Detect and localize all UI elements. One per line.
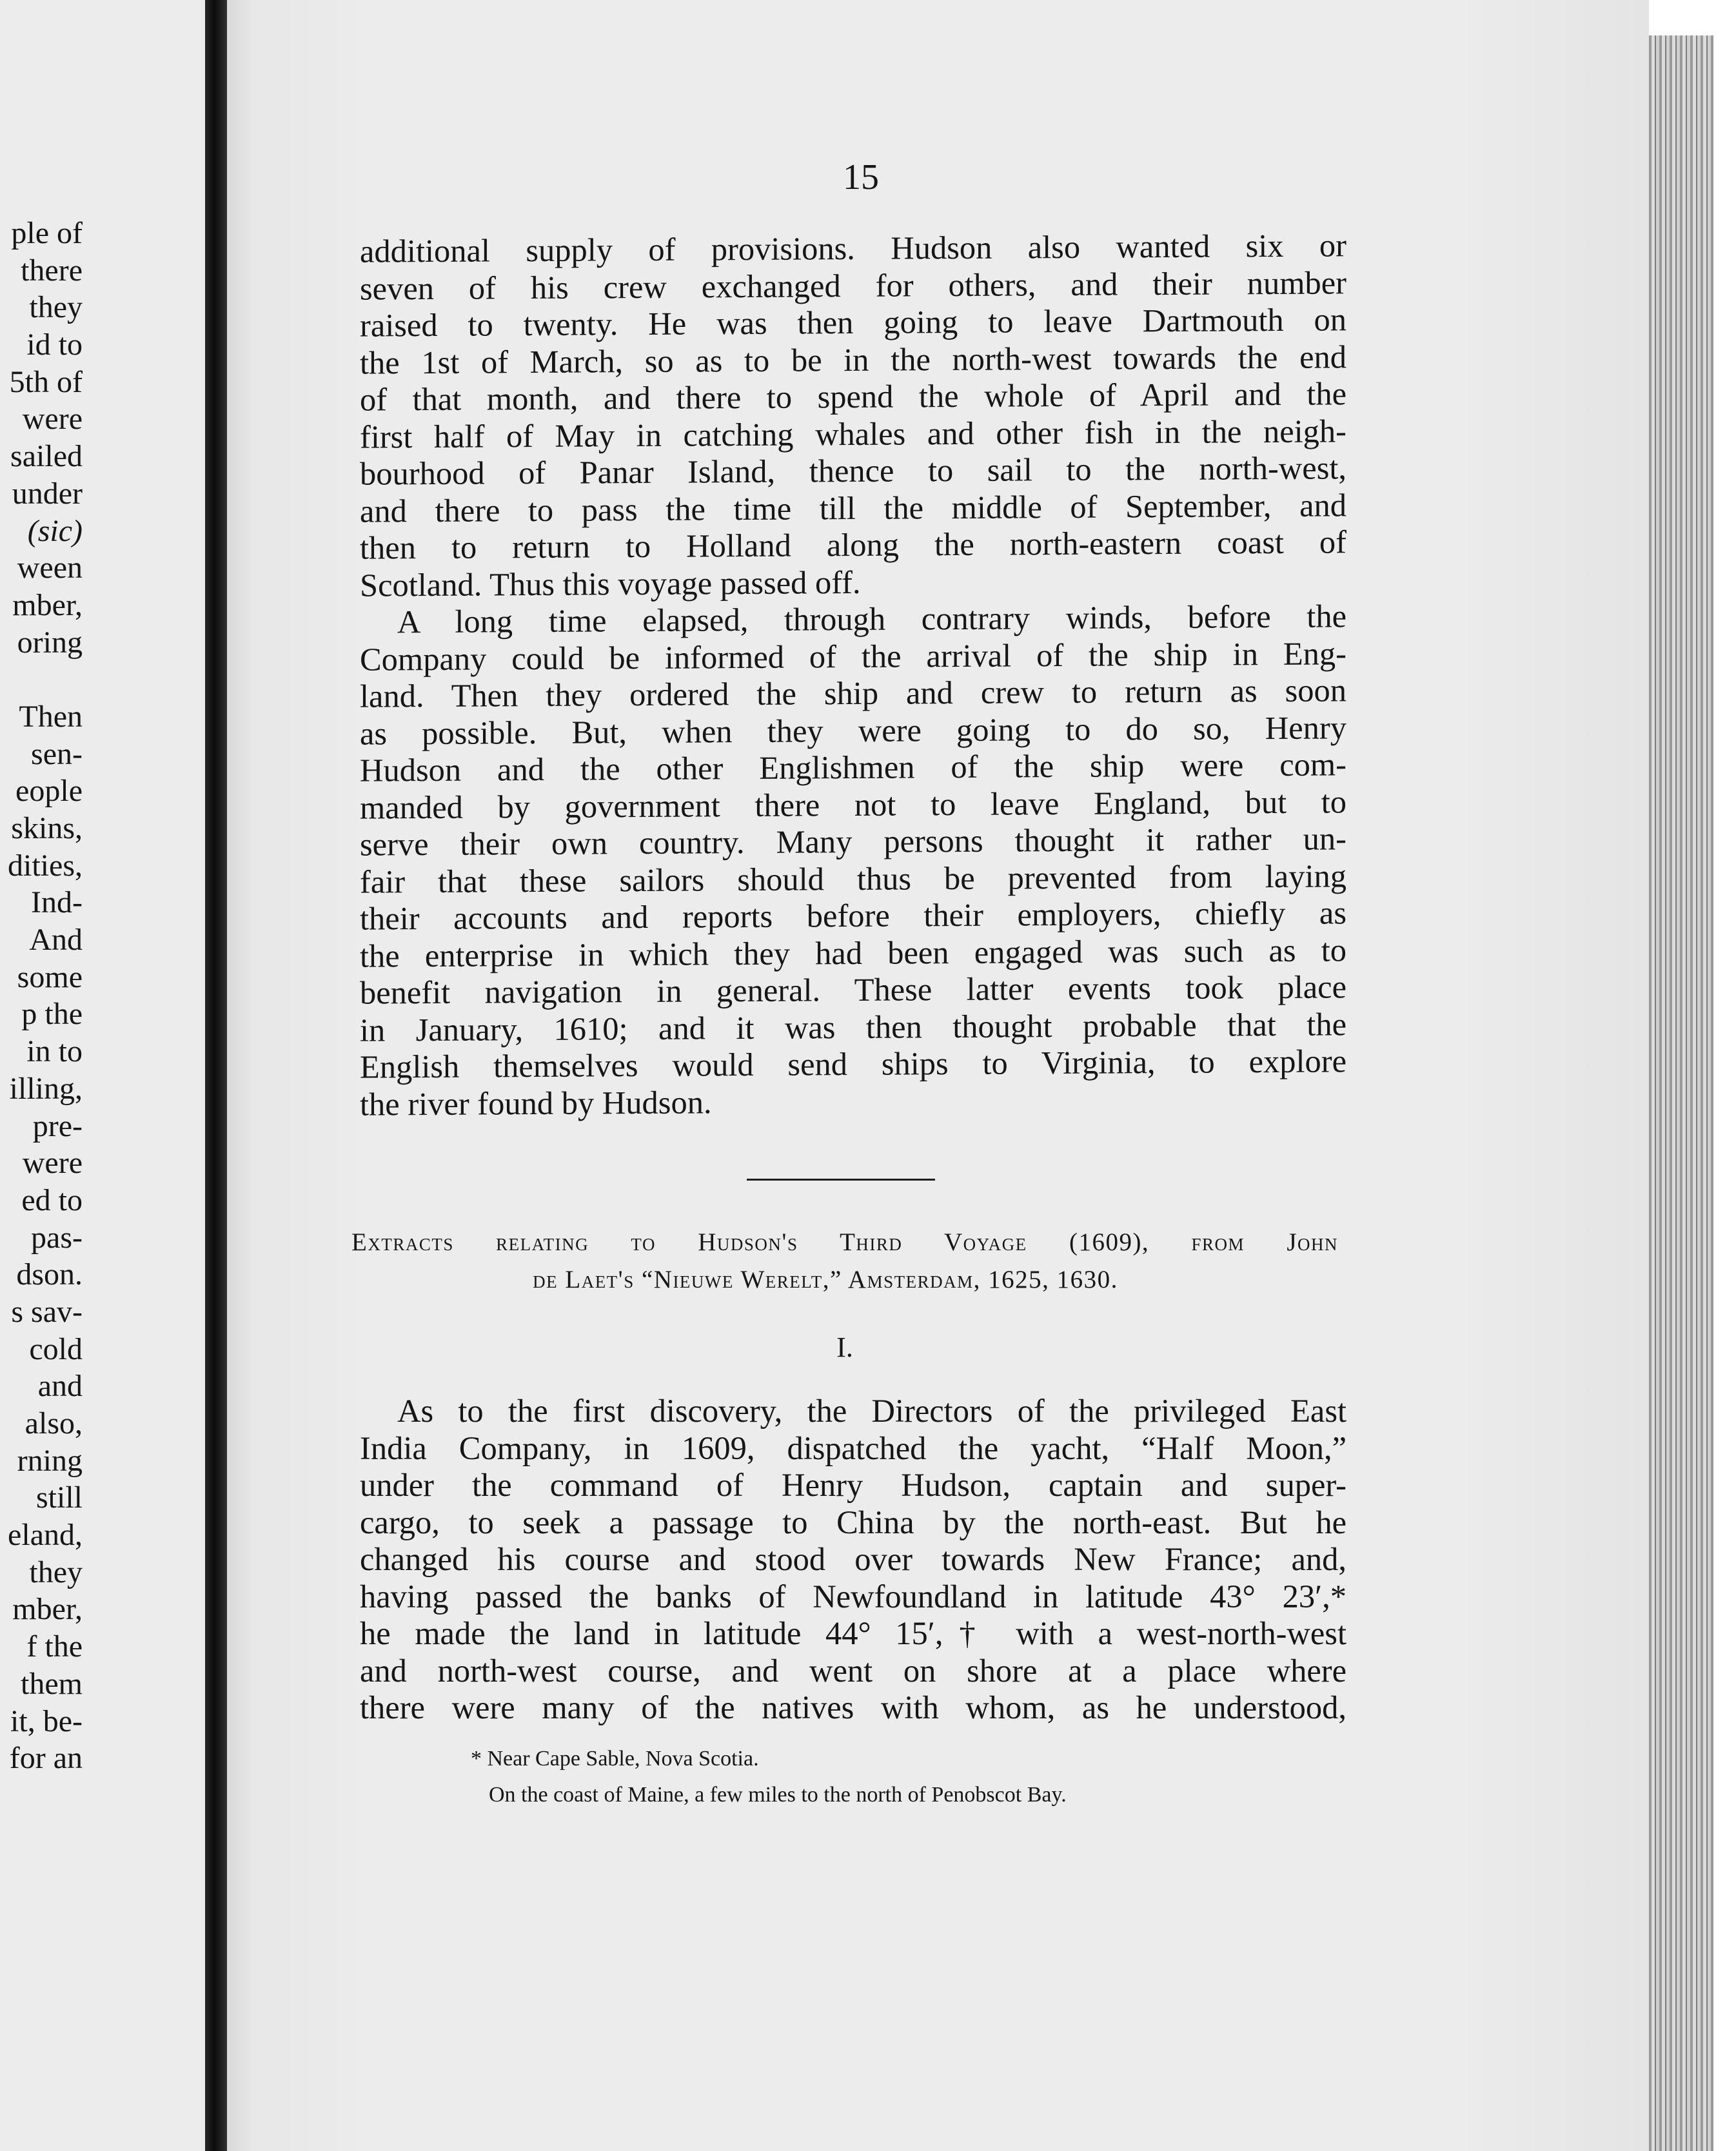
text-line: additional supply of provisions. Hudson also wanted six or (360, 227, 1346, 270)
text-line: A long time elapsed, through contrary winds, before the (397, 598, 1346, 640)
text-line: As to the first discovery, the Directors of the privileged East (397, 1393, 1346, 1429)
text-line: sailed (10, 439, 83, 474)
text-line: s sav- (11, 1294, 83, 1329)
text-line: still (35, 1480, 83, 1515)
text-line: under the command of Henry Hudson, captain and super- (360, 1467, 1346, 1503)
text-line: serve their own country. Many persons thought it rather un- (360, 820, 1346, 863)
text-line: Company could be informed of the arrival of the ship in Eng- (360, 634, 1346, 678)
section-number: I. (836, 1331, 853, 1363)
text-line: they (29, 290, 83, 325)
text-line: were (22, 402, 83, 437)
text-line: fair that these sailors should thus be prevented from laying (360, 857, 1346, 900)
text-line: cargo, to seek a passage to China by the north-east. But he (360, 1504, 1346, 1540)
text-line: there (21, 253, 83, 288)
text-line: rning (17, 1443, 83, 1478)
text-line: as possible. But, when they were going to do so, Henry (360, 709, 1346, 752)
text-line: raised to twenty. He was then going to leave Dartmouth on (360, 301, 1346, 344)
text-line: the enterprise in which they had been engaged was such as to (360, 931, 1346, 974)
text-line: some (17, 959, 83, 994)
text-line: mber, (12, 587, 83, 622)
text-line: ple of (11, 216, 83, 250)
text-line: the river found by Hudson. (360, 1083, 712, 1123)
text-line: mber, (12, 1592, 83, 1627)
text-line: and north-west course, and went on shore at a place where (360, 1652, 1346, 1689)
text-line: pre- (32, 1108, 83, 1143)
text-line: oring (17, 625, 83, 660)
footnote: On the coast of Maine, a few miles to the north of Penobscot Bay. (489, 1783, 1067, 1807)
text-line: dson. (16, 1257, 83, 1292)
text-line: pas- (31, 1220, 83, 1255)
text-line: under (12, 476, 83, 511)
text-line: them (21, 1666, 83, 1701)
text-line: it, be- (10, 1704, 83, 1738)
footnotes (471, 1743, 1245, 1811)
text-line: were (22, 1146, 83, 1181)
text-line: changed his course and stood over towards New France; and, (360, 1541, 1346, 1577)
text-line: also, (25, 1406, 83, 1440)
text-line: bourhood of Panar Island, thence to sail to the north-west, (360, 449, 1346, 492)
text-line: then to return to Holland along the north-eastern coast of (360, 524, 1346, 566)
text-line: English themselves would send ships to Virginia, to explore (360, 1043, 1346, 1085)
text-line: skins, (11, 811, 83, 845)
text-line: f the (26, 1629, 83, 1664)
section-divider (747, 1179, 935, 1181)
text-line: for an (9, 1741, 83, 1776)
text-line: India Company, in 1609, dispatched the yacht, “Half Moon,” (360, 1429, 1346, 1466)
text-line: 5th of (9, 364, 83, 399)
heading-line: Extracts relating to Hudson's Third Voyage (1609), from John (351, 1228, 1338, 1256)
text-line: they (29, 1555, 83, 1589)
text-line: in to (26, 1034, 83, 1069)
text-line: eople (15, 774, 83, 809)
text-line: dities, (8, 848, 83, 883)
text-line: there were many of the natives with whom, as he understood, (360, 1689, 1346, 1725)
text-line: and (37, 1369, 83, 1404)
text-line: Scotland. Thus this voyage passed off. (360, 564, 861, 604)
text-line: Hudson and the other Englishmen of the ship were com- (360, 746, 1346, 789)
text-line: in January, 1610; and it was then thought probable that the (360, 1005, 1346, 1048)
text-line: ed to (21, 1183, 83, 1217)
text-line: sen- (31, 736, 83, 771)
text-line: and there to pass the time till the middle of September, and (360, 486, 1346, 529)
text-line: (sic) (27, 513, 83, 548)
left-page-text (0, 215, 83, 1777)
left-page-fragment (0, 0, 205, 2151)
text-line: illing, (9, 1071, 83, 1106)
text-line: land. Then they ordered the ship and crew to return as soon (360, 672, 1346, 714)
background-margin (1649, 0, 1736, 35)
heading-line: de Laet's “Nieuwe Werelt,” Amsterdam, 1625, 1630. (533, 1266, 1118, 1293)
text-line: Ind- (31, 885, 83, 920)
text-line: seven of his crew exchanged for others, and their number (360, 264, 1346, 307)
text-line: id to (26, 328, 83, 362)
text-line: their accounts and reports before their employers, chiefly as (360, 894, 1346, 937)
page-edges (1649, 35, 1713, 2151)
text-line: p the (21, 997, 83, 1032)
text-line: Then (19, 699, 83, 734)
text-line: the 1st of March, so as to be in the north-west towards the end (360, 338, 1346, 381)
text-line (0, 661, 83, 698)
text-line: benefit navigation in general. These latter events took place (360, 968, 1346, 1011)
section-heading (351, 1224, 1338, 1299)
footnote: * Near Cape Sable, Nova Scotia. (471, 1747, 759, 1771)
text-line: he made the land in latitude 44° 15′,† with a west-north-west (360, 1615, 1346, 1651)
body-text-top (360, 227, 1346, 1123)
text-line: manded by government there not to leave England, but to (360, 783, 1346, 826)
text-line: cold (29, 1331, 83, 1366)
text-line: of that month, and there to spend the whole of April and the (360, 375, 1346, 418)
text-line: first half of May in catching whales and other fish in the neigh- (360, 412, 1346, 455)
text-line: And (29, 923, 83, 958)
text-line: eland, (8, 1518, 83, 1553)
book-gutter (205, 0, 227, 2151)
text-line: having passed the banks of Newfoundland in latitude 43° 23′,* (360, 1578, 1346, 1615)
text-line: ween (17, 551, 83, 585)
body-text-bottom (360, 1393, 1346, 1727)
page-number: 15 (843, 157, 879, 197)
